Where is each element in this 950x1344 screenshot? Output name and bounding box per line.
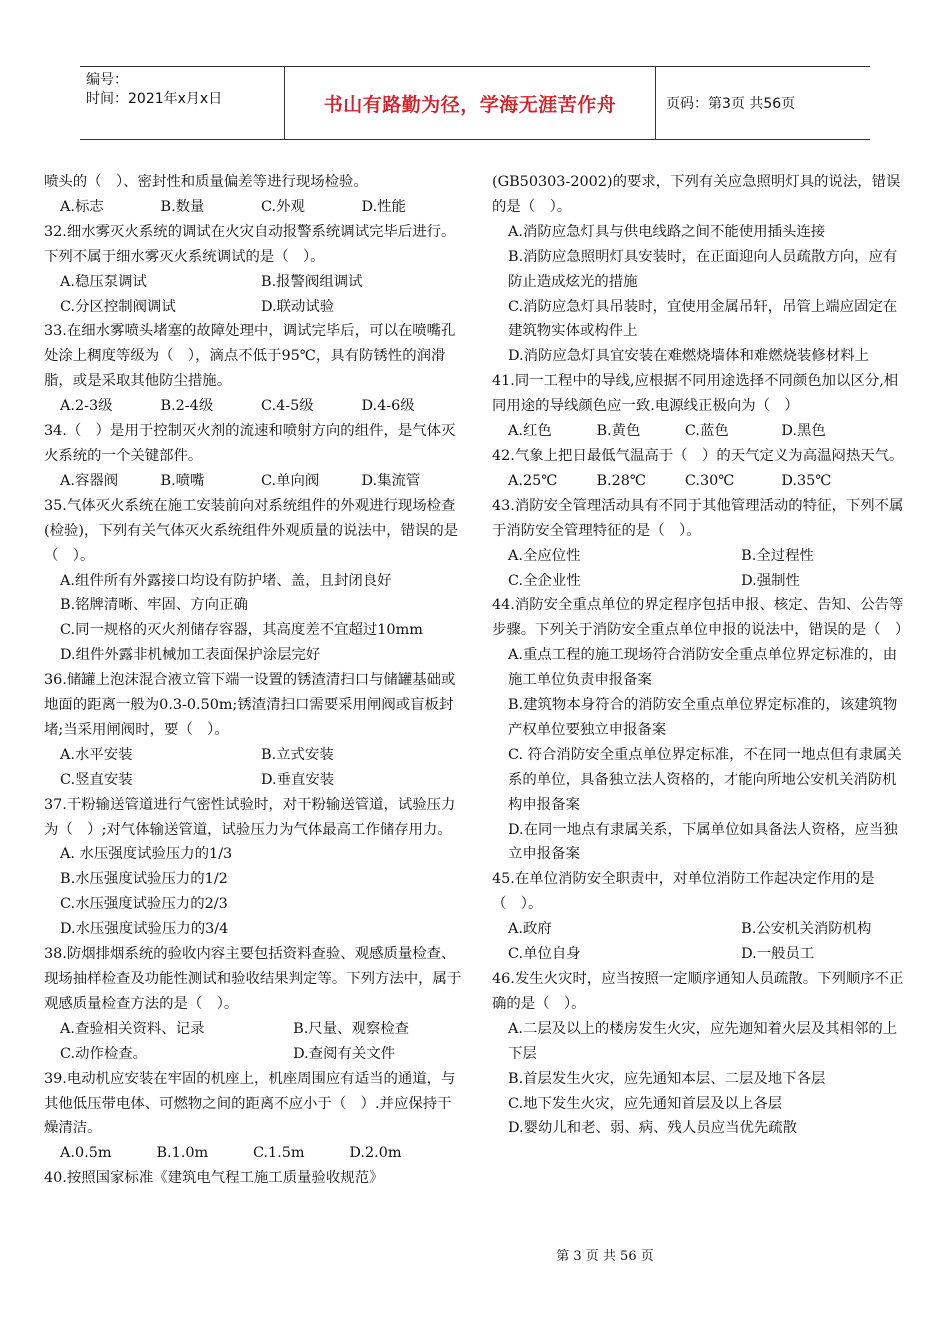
question-text: 38.防烟排烟系统的验收内容主要包括资料查验、观感质量检查、现场抽样检查及功能性测试和验收结果判定等。下列方法中，属于观感质量检查方法的是（ ）。 <box>44 946 462 1012</box>
header-meta <box>80 67 284 139</box>
answer-option: A.全应位性 <box>508 547 581 564</box>
answer-option: A. 水压强度试验压力的1/3 <box>60 846 233 863</box>
answer-option: C.外观 <box>261 198 305 215</box>
options-row <box>492 942 910 967</box>
answer-option: B.公安机关消防机构 <box>741 921 872 938</box>
answer-option: D.水压强度试验压力的3/4 <box>60 921 229 938</box>
right-column <box>492 170 910 1141</box>
answer-option: D.婴幼儿和老、弱、病、残人员应当优先疏散 <box>508 1120 798 1137</box>
answer-option: B.1.0m <box>156 1145 209 1162</box>
answer-option: B.黄色 <box>596 423 641 440</box>
answer-option: C.30℃ <box>684 472 735 489</box>
question-text: 41.同一工程中的导线,应根据不同用途选择不同颜色加以区分,相同用途的导线颜色应一致.电源线正极向为（ ） <box>492 373 899 415</box>
question-text: 44.消防安全重点单位的界定程序包括申报、核定、告知、公告等步骤。下列关于消防安全重点单位申报的说法中，错误的是（ ） <box>492 597 910 639</box>
answer-option: B.建筑物本身符合的消防安全重点单位界定标准的，该建筑物产权单位要独立申报备案 <box>508 697 898 738</box>
answer-option: A.容器阀 <box>60 472 119 489</box>
answer-option: D.消防应急灯具宜安装在难燃烧墙体和难燃烧装修材料上 <box>508 348 869 365</box>
page-header <box>80 66 870 140</box>
answer-option: D.35℃ <box>781 472 832 489</box>
question-text: 46.发生火灾时，应当按照一定顺序通知人员疏散。下列顺序不正确的是（ ）。 <box>492 971 904 1012</box>
answer-option: D.查阅有关文件 <box>293 1045 396 1062</box>
answer-option: B.首层发生火灾，应先通知本层、二层及地下各层 <box>508 1070 826 1087</box>
answer-option: D.性能 <box>361 198 406 215</box>
question-text: 34.（ ）是用于控制灭火剂的流速和喷射方向的组件，是气体灭火系统的一个关键部件。 <box>44 423 456 464</box>
answer-option: B.消防应急照明灯具安装时，在正面迎向人员疏散方向，应有防止造成炫光的措施 <box>508 248 898 290</box>
options-row <box>44 768 462 793</box>
footer-page-number: 第 3 页 共 56 页 <box>556 1249 654 1264</box>
answer-option: A.水平安装 <box>60 746 133 763</box>
question-text: 33.在细水雾喷头堵塞的故障处理中，调试完毕后，可以在喷嘴孔处涂上稠度等级为（ ），滴点不低于95℃，具有防锈性的润滑脂，或是采取其他防尘措施。 <box>44 323 456 390</box>
options-row <box>44 469 462 494</box>
answer-option: C.竖直安装 <box>60 771 133 788</box>
page-footer <box>0 1245 950 1264</box>
options-row <box>44 270 462 295</box>
answer-option: A.二层及以上的楼房发生火灾，应先迦知着火层及其相邻的上下层 <box>508 1020 898 1062</box>
answer-option: B.报警阀组调试 <box>261 273 363 290</box>
answer-option: C.动作检查。 <box>60 1045 148 1062</box>
answer-option: C.1.5m <box>252 1145 305 1162</box>
question-text: 35.气体灭火系统在施工安装前向对系统组件的外观进行现场检查(检验)，下列有关气体灭火系统组件外观质量的说法中，错误的是（ ）。 <box>44 497 459 564</box>
document-date: 时间：2021年x月x日 <box>86 91 223 107</box>
answer-option: A.重点工程的施工现场符合消防安全重点单位界定标准的，由施工单位负责申报备案 <box>508 647 898 689</box>
answer-option: C.水压强度试验压力的2/3 <box>60 896 228 913</box>
answer-option: A.消防应急灯具与供电线路之间不能使用插头连接 <box>508 223 826 240</box>
answer-option: D.4-6级 <box>361 398 415 415</box>
question-text: 40.按照国家标准《建筑电气程工施工质量验收规范》 <box>44 1170 384 1187</box>
options-row <box>492 917 910 942</box>
answer-option: D.2.0m <box>349 1145 402 1162</box>
options-row <box>44 1017 462 1042</box>
options-row <box>44 195 462 220</box>
answer-option: A.政府 <box>508 921 552 938</box>
question-text: 45.在单位消防安全职责中，对单位消防工作起决定作用的是（ ）。 <box>492 871 875 913</box>
answer-option: C.全企业性 <box>508 572 581 589</box>
options-row <box>44 1141 462 1166</box>
answer-option: B.喷嘴 <box>160 472 205 489</box>
question-text: 36.储罐上泡沫混合液立管下端一设置的锈渣清扫口与储罐基础或地面的距离一般为0.3-0.50m;锈渣清扫口需要采用闸阀或盲板封堵;当采用闸阀时，要（ ）。 <box>44 672 456 738</box>
answer-option: C.消防应急灯具吊装时，宜使用金属吊轩，吊管上端应固定在建筑物实体或构件上 <box>508 298 898 340</box>
question-text: 32.细水雾灭火系统的调试在火灾自动报警系统调试完毕后进行。下列不属于细水雾灭火系统调试的是（ ）。 <box>44 223 456 265</box>
answer-option: B.立式安装 <box>261 746 334 763</box>
options-row <box>492 569 910 594</box>
question-text: 37.干粉输送管道进行气密性试验时，对干粉输送管道，试验压力为（ ）;对气体输送管道，试验压力为气体最高工作储存用力。 <box>44 796 456 838</box>
options-row <box>44 295 462 320</box>
answer-option: B.全过程性 <box>741 547 814 564</box>
answer-option: D.一般员工 <box>741 946 815 963</box>
left-column <box>44 170 462 1191</box>
answer-option: D.垂直安装 <box>261 771 335 788</box>
answer-option: B.铭牌清晰、牢固、方向正确 <box>60 597 248 614</box>
options-row <box>492 419 910 444</box>
answer-option: A.标志 <box>60 198 104 215</box>
options-row <box>492 469 910 494</box>
question-text: 喷头的（ ）、密封性和质量偏差等进行现场检验。 <box>44 174 368 190</box>
question-text: (GB50303-2002)的要求，下列有关应急照明灯具的说法，错误的是（ ）。 <box>492 174 901 215</box>
question-text: 43.消防安全管理活动具有不同于其他管理活动的特征，下列不属于消防安全管理特征的是（ ）。 <box>492 497 904 539</box>
answer-option: D.强制性 <box>741 572 800 589</box>
answer-option: C.分区控制阀调试 <box>60 298 176 315</box>
answer-option: B.28℃ <box>596 472 646 489</box>
answer-option: D.黑色 <box>781 423 826 440</box>
answer-option: C.蓝色 <box>684 423 729 440</box>
answer-option: D.在同一地点有隶属关系，下属单位如具备法人资格，应当独立申报备案 <box>508 821 898 863</box>
answer-option: C.同一规格的灭火剂储存容器，其高度差不宜超过10mm <box>60 622 423 639</box>
document-number-label: 编号： <box>86 72 128 88</box>
options-row <box>44 743 462 768</box>
answer-option: C. 符合消防安全重点单位界定标准，不在同一地点但有隶属关系的单位，具备独立法人资格的，才能向所地公安机关消防机构申报备案 <box>508 746 902 813</box>
question-text: 39.电动机应安装在牢固的机座上，机座周围应有适当的通道，与其他低压带电体、可燃物之间的距离不应小于（ ）.并应保持干燥清洁。 <box>44 1070 456 1137</box>
options-row <box>44 1042 462 1067</box>
answer-option: D.集流管 <box>361 472 421 489</box>
answer-option: B.水压强度试验压力的1/2 <box>60 871 228 888</box>
answer-option: A.查验相关资料、记录 <box>60 1020 205 1037</box>
answer-option: C.单向阀 <box>261 472 320 489</box>
answer-option: D.联动试验 <box>261 298 335 315</box>
answer-option: A.红色 <box>508 423 552 440</box>
answer-option: B.2-4级 <box>160 398 214 415</box>
answer-option: A.稳压泵调试 <box>60 273 147 290</box>
answer-option: C.4-5级 <box>261 398 314 415</box>
answer-option: B.尺量、观察检查 <box>293 1020 410 1037</box>
answer-option: C.地下发生火灾，应先通知首层及以上各层 <box>508 1095 783 1112</box>
answer-option: A.2-3级 <box>60 398 113 415</box>
answer-option: A.0.5m <box>60 1145 112 1162</box>
answer-option: C.单位自身 <box>508 946 581 963</box>
header-page-number: 页码：第3页 共56页 <box>666 96 796 112</box>
answer-option: D.组件外露非机械加工表面保护涂层完好 <box>60 647 321 664</box>
header-motto: 书山有路勤为径，学海无涯苦作舟 <box>284 67 656 139</box>
options-row <box>44 394 462 419</box>
options-row <box>492 544 910 569</box>
answer-option: A.组件所有外露接口均设有防护堵、盖，且封闭良好 <box>60 572 392 589</box>
answer-option: A.25℃ <box>508 472 558 489</box>
answer-option: B.数量 <box>160 198 205 215</box>
question-text: 42.气象上把日最低气温高于（ ）的天气定义为高温闷热天气。 <box>492 447 904 464</box>
